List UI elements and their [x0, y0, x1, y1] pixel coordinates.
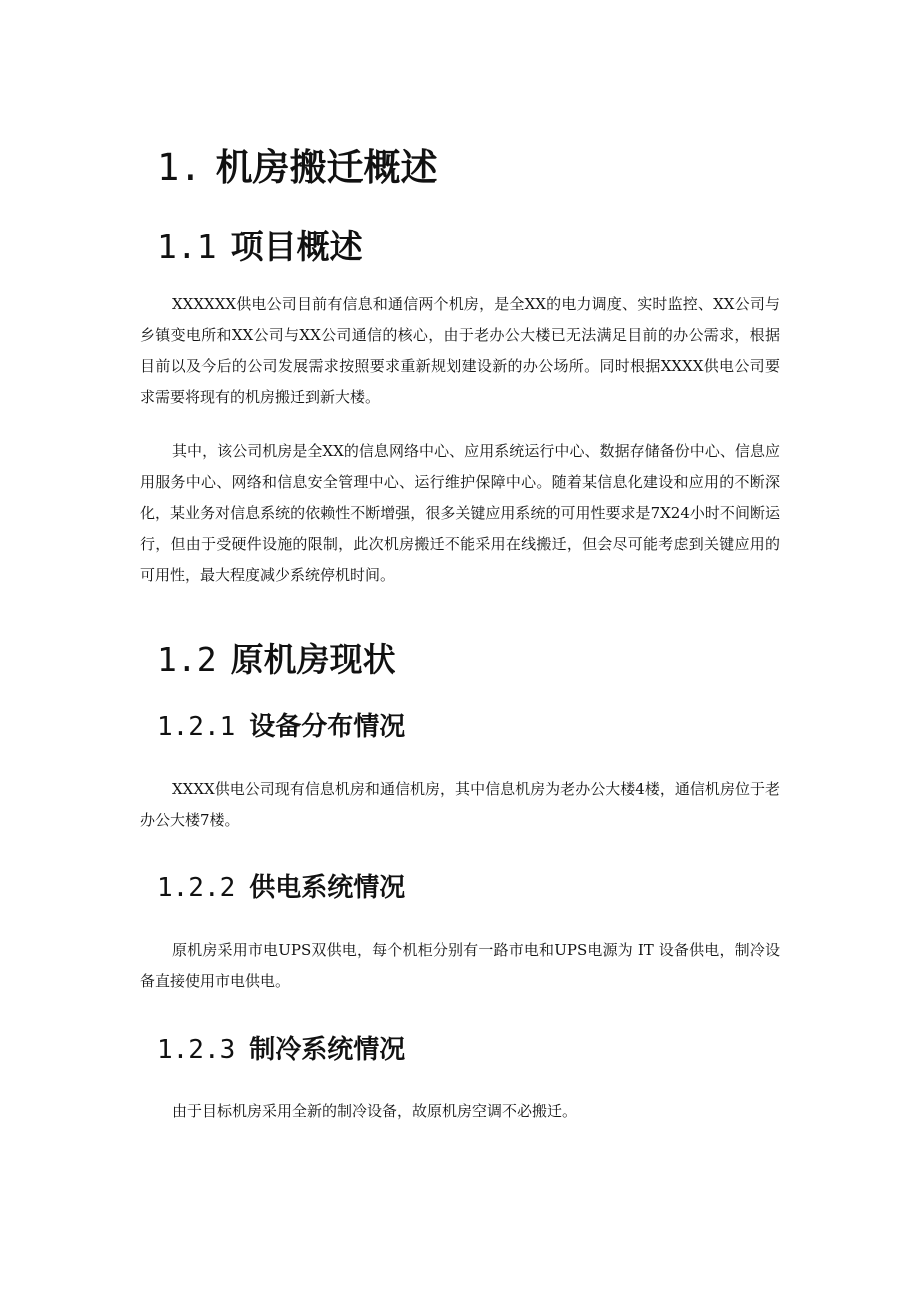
heading-section-1-2-3 — [157, 1031, 405, 1069]
paragraph-equipment-distribution: XXXX供电公司现有信息机房和通信机房，其中信息机房为老办公大楼4楼，通信机房位于老办公大楼7楼。 — [140, 780, 780, 829]
heading-title: 制冷系统情况 — [249, 1035, 406, 1065]
paragraph-project-overview-1: XXXXXX供电公司目前有信息和通信两个机房，是全XX的电力调度、实时监控、XX公司与乡镇变电所和XX公司与XX公司通信的核心，由于老办公大楼已无法满足目前的办公需求，根据目前以及今后的公司发展需求按照要求重新规划建设新的办公场所。同时根据XXXX供电公司要求需要将现有的机房搬迁到新大楼。 — [140, 295, 780, 406]
paragraph-power-system: 原机房采用市电UPS双供电，每个机柜分别有一路市电和UPS电源为 IT 设备供电，制冷设备直接使用市电供电。 — [140, 941, 780, 990]
heading-title: 设备分布情况 — [249, 712, 406, 742]
paragraph-cooling-system: 由于目标机房采用全新的制冷设备，故原机房空调不必搬迁。 — [172, 1102, 578, 1120]
heading-number: 1.2 — [157, 640, 217, 679]
heading-number: 1.2.1 — [157, 712, 236, 742]
heading-chapter-1 — [157, 142, 438, 194]
paragraph-project-overview-2: 其中，该公司机房是全XX的信息网络中心、应用系统运行中心、数据存储备份中心、信息应用服务中心、网络和信息安全管理中心、运行维护保障中心。随着某信息化建设和应用的不断深化，某业务对信息系统的依赖性不断增强，很多关键应用系统的可用性要求是7X24小时不间断运行，但由于受硬件设施的限制，此次机房搬迁不能采用在线搬迁，但会尽可能考虑到关键应用的可用性，最大程度减少系统停机时间。 — [140, 442, 780, 584]
heading-title: 机房搬迁概述 — [215, 146, 438, 189]
heading-title: 项目概述 — [230, 227, 363, 266]
heading-section-1-1 — [157, 224, 363, 270]
heading-number: 1.1 — [157, 227, 217, 266]
heading-number: 1.2.2 — [157, 873, 236, 903]
heading-number: 1.2.3 — [157, 1035, 236, 1065]
heading-section-1-2-2 — [157, 869, 405, 907]
heading-title: 供电系统情况 — [249, 873, 406, 903]
heading-number: 1. — [157, 146, 202, 189]
heading-title: 原机房现状 — [230, 640, 396, 679]
heading-section-1-2-1 — [157, 708, 405, 746]
heading-section-1-2 — [157, 637, 396, 683]
